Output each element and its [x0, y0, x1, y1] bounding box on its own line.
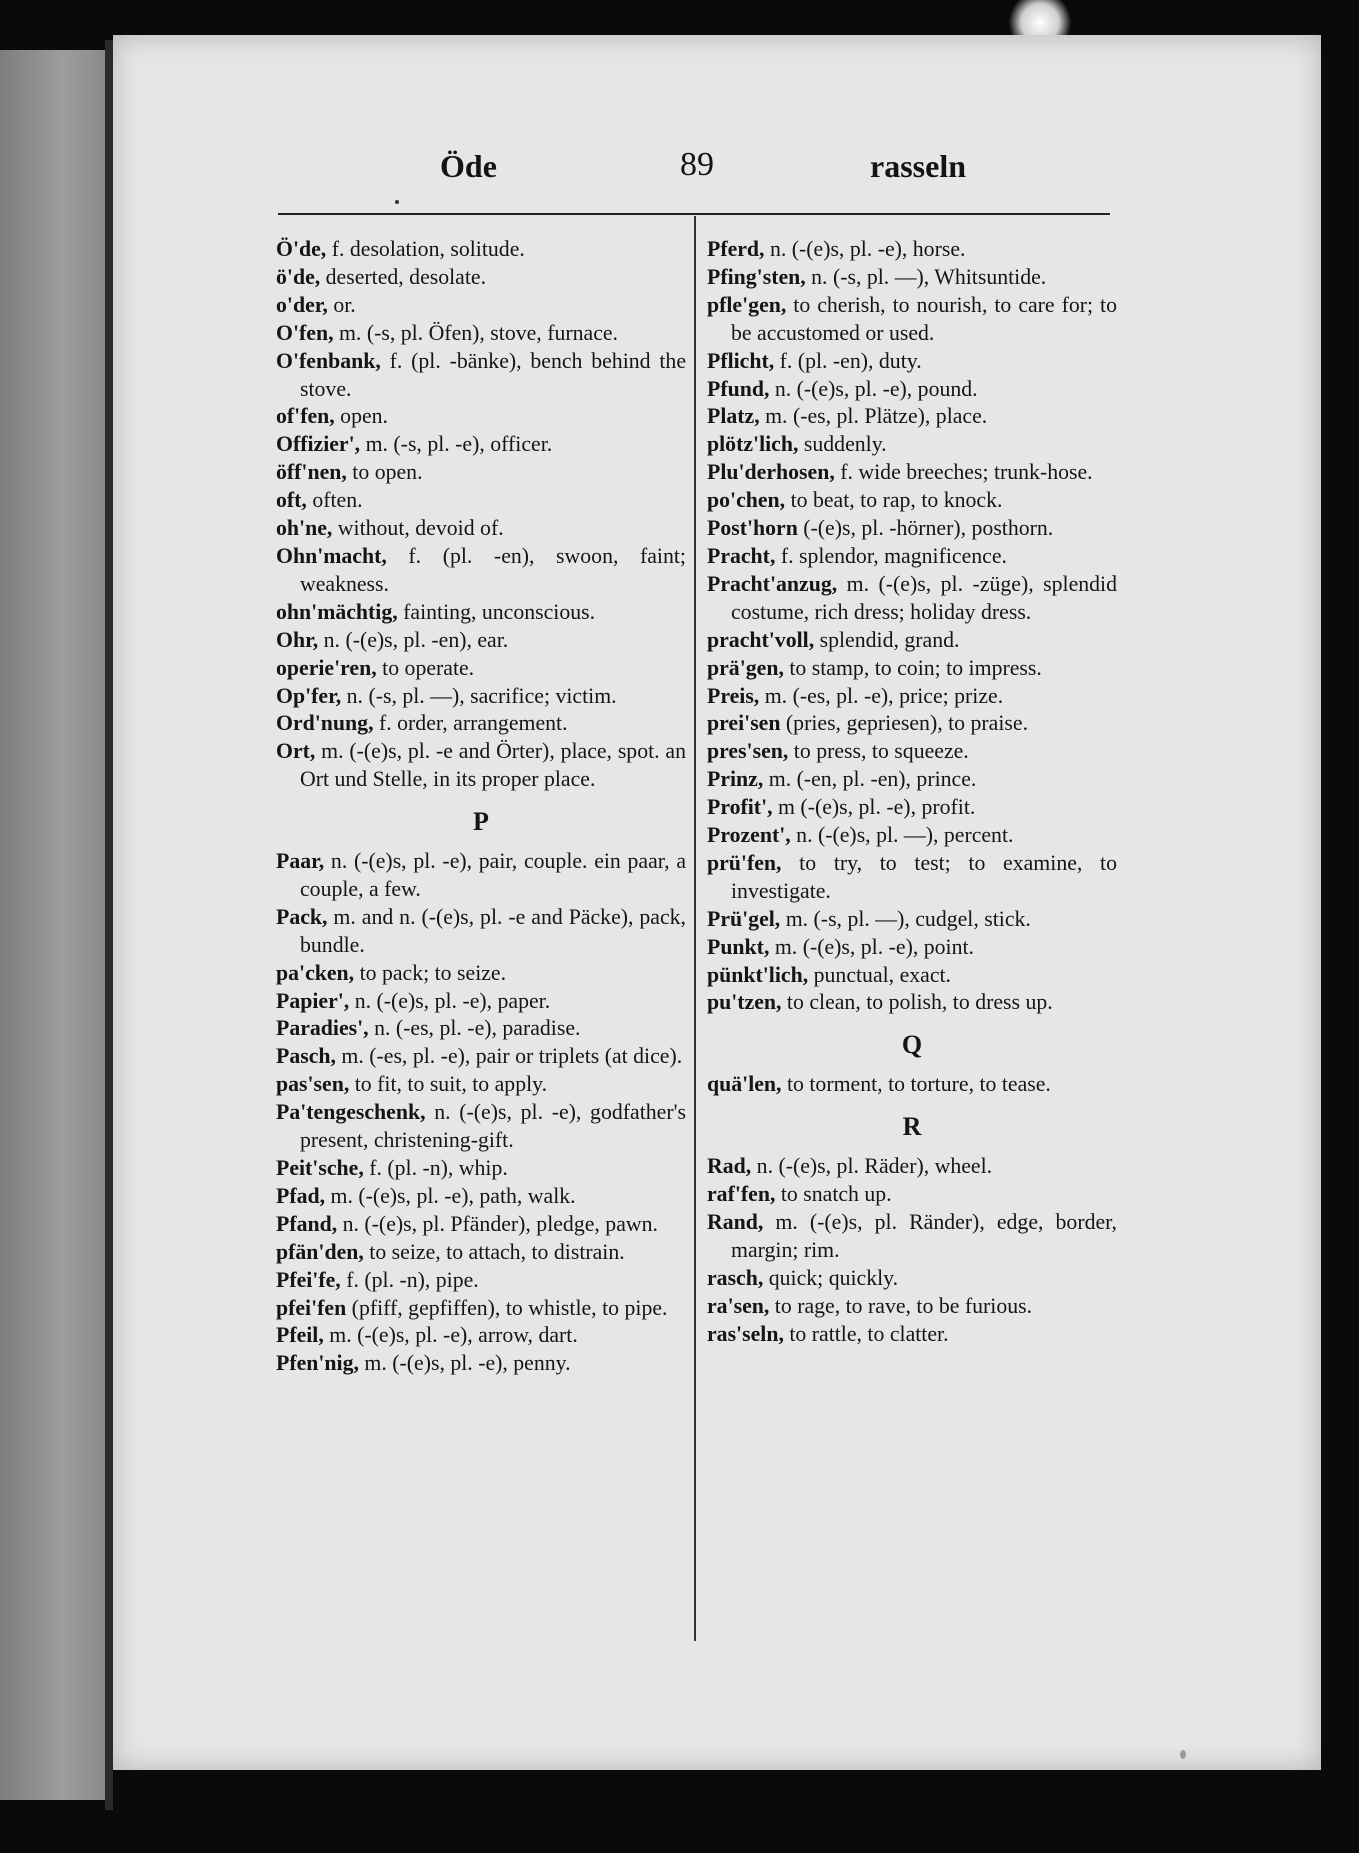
- entry-definition: open.: [334, 404, 388, 429]
- entry-headword: oft,: [276, 488, 307, 513]
- entries-r: [707, 1153, 1117, 1348]
- entry-definition: deserted, desolate.: [320, 264, 487, 289]
- entry-definition: to snatch up.: [775, 1182, 892, 1206]
- dictionary-entry: [707, 543, 1117, 571]
- entry-definition: to press, to squeeze.: [788, 739, 969, 764]
- dictionary-entry: [276, 1322, 686, 1350]
- dictionary-entry: [707, 431, 1117, 459]
- entry-headword: quä'len,: [707, 1072, 782, 1097]
- entry-definition: f. (pl. -bänke), bench behind the stove.: [300, 348, 686, 401]
- entry-headword: pa'cken,: [276, 960, 355, 985]
- dictionary-entry: [276, 1043, 686, 1071]
- entry-definition: m. (-(e)s, pl. -e), penny.: [358, 1351, 571, 1376]
- entry-definition: to try, to test; to examine, to investigate.: [731, 850, 1117, 903]
- dictionary-entry: [276, 655, 686, 683]
- entry-definition: punctual, exact.: [808, 962, 952, 987]
- entry-definition: n. (-(e)s, pl. -e), pair, couple. ein paar, a couple, a few.: [300, 849, 686, 901]
- entry-definition: m. (-(e)s, pl. -e and Örter), place, spot. an Ort und Stelle, in its proper place.: [300, 739, 686, 792]
- entry-headword: Platz,: [707, 404, 760, 429]
- entry-headword: o'der,: [276, 292, 328, 317]
- entry-definition: to cherish, to nourish, to care for; to be accustomed or used.: [731, 292, 1117, 345]
- dictionary-entry: [707, 1321, 1117, 1349]
- dictionary-entry: [276, 487, 686, 515]
- entry-definition: or.: [327, 292, 356, 317]
- dictionary-entry: [276, 988, 686, 1016]
- dictionary-entry: [276, 1155, 686, 1183]
- dictionary-entry: [707, 571, 1117, 627]
- entry-headword: Pracht'anzug,: [707, 571, 838, 596]
- entry-definition: m. (-(e)s, pl. Ränder), edge, border, margin; rim.: [731, 1209, 1117, 1262]
- entry-headword: operie'ren,: [276, 655, 377, 680]
- entry-definition: m. (-(e)s, pl. -e), arrow, dart.: [323, 1323, 578, 1348]
- entry-definition: n. (-(e)s, pl. Pfänder), pledge, pawn.: [337, 1211, 658, 1236]
- dictionary-entry: [276, 543, 686, 599]
- entry-definition: m. (-s, pl. —), cudgel, stick.: [780, 906, 1031, 931]
- entry-headword: ohn'mächtig,: [276, 599, 398, 624]
- entries-q: [707, 1071, 1117, 1099]
- entry-headword: Pflicht,: [707, 348, 775, 373]
- dictionary-entry: [707, 934, 1117, 962]
- dictionary-entry: [276, 627, 686, 655]
- section-letter-p: P: [473, 807, 489, 837]
- entry-definition: n. (-(e)s, pl. -e), pound.: [769, 376, 978, 401]
- dictionary-entry: [707, 962, 1117, 990]
- entry-definition: n. (-s, pl. —), sacrifice; victim.: [341, 683, 617, 708]
- entry-headword: Pfen'nig,: [276, 1351, 359, 1376]
- entry-definition: (pries, gepriesen), to praise.: [780, 711, 1029, 736]
- entries-p-continued: [707, 236, 1117, 1017]
- entry-headword: Pack,: [276, 904, 328, 929]
- entry-definition: f. splendor, magnificence.: [775, 543, 1007, 568]
- entry-headword: pracht'voll,: [707, 627, 815, 652]
- entry-definition: quick; quickly.: [763, 1265, 899, 1290]
- entry-definition: (-(e)s, pl. -hörner), posthorn.: [797, 516, 1054, 541]
- facing-page-edge: [0, 50, 105, 1800]
- entry-definition: to open.: [346, 460, 423, 485]
- entry-definition: n. (-(e)s, pl. Räder), wheel.: [751, 1154, 993, 1179]
- entry-headword: raf'fen,: [707, 1182, 776, 1206]
- entry-headword: ra'sen,: [707, 1293, 770, 1318]
- dictionary-entry: [707, 655, 1117, 683]
- page-speck: [1180, 1750, 1186, 1759]
- dictionary-entry: [707, 1265, 1117, 1293]
- dictionary-entry: [707, 515, 1117, 543]
- dictionary-entry: [707, 766, 1117, 794]
- entry-headword: Op'fer,: [276, 683, 342, 708]
- entry-definition: f. (pl. -en), swoon, faint; weakness.: [300, 543, 686, 596]
- entry-headword: pu'tzen,: [707, 990, 782, 1015]
- entry-definition: n. (-s, pl. —), Whitsuntide.: [805, 264, 1047, 289]
- dictionary-entry: [276, 431, 686, 459]
- entry-headword: Prü'gel,: [707, 906, 781, 931]
- dictionary-entry: [707, 487, 1117, 515]
- header-right-guideword: rasseln: [870, 148, 966, 184]
- dictionary-entry: [276, 738, 686, 794]
- dictionary-entry: [276, 515, 686, 543]
- dictionary-entry: [276, 1239, 686, 1267]
- entry-headword: prü'fen,: [707, 850, 782, 875]
- dictionary-entry: [707, 376, 1117, 404]
- book-spine: [105, 40, 113, 1810]
- entry-headword: ras'seln,: [707, 1321, 784, 1346]
- entry-headword: Ort,: [276, 739, 316, 764]
- entry-headword: Pfad,: [276, 1183, 326, 1208]
- entry-definition: m. (-es, pl. -e), pair or triplets (at dice).: [335, 1044, 683, 1069]
- dictionary-entry: [276, 960, 686, 988]
- entry-definition: n. (-(e)s, pl. —), percent.: [790, 823, 1014, 848]
- dictionary-entry: [276, 459, 686, 487]
- entry-definition: m. (-es, pl. -e), price; prize.: [759, 683, 1004, 708]
- entry-definition: to stamp, to coin; to impress.: [783, 655, 1042, 680]
- dictionary-entry: [707, 989, 1117, 1017]
- dictionary-entry: [276, 403, 686, 431]
- entry-headword: Pferd,: [707, 237, 765, 261]
- entry-definition: m (-(e)s, pl. -e), profit.: [772, 795, 976, 820]
- dictionary-entry: [707, 738, 1117, 766]
- entry-headword: Rad,: [707, 1154, 752, 1179]
- dictionary-entry: [276, 1211, 686, 1239]
- dictionary-entry: [276, 292, 686, 320]
- dictionary-entry: [707, 1293, 1117, 1321]
- entry-definition: f. (pl. -n), whip.: [363, 1156, 508, 1180]
- entry-headword: Paar,: [276, 849, 325, 874]
- dictionary-entry: [276, 1183, 686, 1211]
- entry-definition: f. (pl. -en), duty.: [774, 348, 922, 373]
- dictionary-entry: [707, 403, 1117, 431]
- entries-p: [276, 848, 686, 1378]
- entry-headword: prei'sen: [707, 711, 781, 736]
- entry-definition: (pfiff, gepfiffen), to whistle, to pipe.: [346, 1295, 668, 1320]
- entry-definition: to beat, to rap, to knock.: [785, 488, 1003, 513]
- entry-definition: to fit, to suit, to apply.: [349, 1072, 548, 1097]
- entry-headword: Offizier',: [276, 432, 361, 457]
- entry-definition: n. (-(e)s, pl. -e), paper.: [349, 988, 551, 1013]
- dictionary-entry: [276, 710, 686, 738]
- entry-definition: to seize, to attach, to distrain.: [363, 1239, 625, 1264]
- entry-definition: f. desolation, solitude.: [326, 237, 525, 261]
- entry-definition: to rage, to rave, to be furious.: [769, 1293, 1033, 1318]
- entry-headword: pas'sen,: [276, 1072, 350, 1097]
- page-number: 89: [680, 146, 714, 183]
- entry-definition: without, devoid of.: [332, 516, 504, 541]
- dictionary-entry: [707, 1181, 1117, 1209]
- dictionary-entry: [276, 1071, 686, 1099]
- entry-headword: of'fen,: [276, 404, 335, 429]
- entry-definition: to operate.: [376, 655, 475, 680]
- dictionary-entry: [276, 264, 686, 292]
- entry-definition: n. (-(e)s, pl. -e), horse.: [764, 237, 966, 261]
- entry-headword: Profit',: [707, 795, 773, 820]
- entry-definition: splendid, grand.: [814, 627, 960, 652]
- header-rule: [278, 213, 1110, 215]
- entry-headword: Prozent',: [707, 823, 791, 848]
- entry-headword: prä'gen,: [707, 655, 784, 680]
- entry-headword: ö'de,: [276, 264, 321, 289]
- entry-headword: Ohn'macht,: [276, 543, 387, 568]
- dictionary-entry: [707, 683, 1117, 711]
- entry-headword: pfän'den,: [276, 1239, 364, 1264]
- entry-headword: Prinz,: [707, 767, 764, 792]
- entry-headword: Ord'nung,: [276, 711, 374, 736]
- entry-definition: to pack; to seize.: [354, 960, 507, 985]
- entry-definition: fainting, unconscious.: [397, 599, 596, 624]
- entry-definition: n. (-(e)s, pl. -e), godfather's present, christening-gift.: [300, 1100, 686, 1153]
- entry-headword: Post'horn: [707, 516, 798, 541]
- dictionary-entry: [276, 1295, 686, 1323]
- dictionary-entry: [707, 822, 1117, 850]
- entry-headword: Peit'sche,: [276, 1156, 364, 1180]
- entry-definition: m. (-en, pl. -en), prince.: [763, 767, 977, 792]
- entry-headword: oh'ne,: [276, 516, 333, 541]
- dictionary-entry: [276, 904, 686, 960]
- entry-definition: to clean, to polish, to dress up.: [781, 990, 1053, 1015]
- dictionary-entry: [707, 264, 1117, 292]
- dictionary-entry: [276, 348, 686, 404]
- dictionary-entry: [707, 1209, 1117, 1265]
- entry-definition: n. (-es, pl. -e), paradise.: [368, 1016, 581, 1041]
- ink-speck: [395, 200, 399, 204]
- entry-definition: f. (pl. -n), pipe.: [340, 1267, 479, 1292]
- dictionary-entry: [276, 683, 686, 711]
- dictionary-entry: [276, 320, 686, 348]
- entry-headword: Rand,: [707, 1209, 764, 1234]
- entry-headword: Paradies',: [276, 1016, 369, 1041]
- dictionary-entry: [707, 459, 1117, 487]
- entry-definition: f. order, arrangement.: [373, 711, 568, 736]
- dictionary-entry: [276, 599, 686, 627]
- entry-definition: to rattle, to clatter.: [783, 1321, 949, 1346]
- entry-headword: Pa'tengeschenk,: [276, 1100, 426, 1125]
- entry-headword: pfei'fen: [276, 1295, 347, 1320]
- entry-definition: n. (-(e)s, pl. -en), ear.: [318, 627, 509, 652]
- entry-headword: Ohr,: [276, 627, 319, 652]
- entry-headword: Ö'de,: [276, 237, 327, 261]
- dictionary-entry: [707, 906, 1117, 934]
- dictionary-entry: [707, 1153, 1117, 1181]
- entry-headword: Pfei'fe,: [276, 1267, 341, 1292]
- entry-headword: O'fen,: [276, 320, 334, 345]
- dictionary-entry: [707, 710, 1117, 738]
- dictionary-entry: [707, 1071, 1117, 1099]
- entry-definition: m. (-(e)s, pl. -e), point.: [769, 934, 974, 959]
- dictionary-entry: [707, 292, 1117, 348]
- entries-o: [276, 236, 686, 794]
- entry-headword: Pracht,: [707, 543, 776, 568]
- dictionary-entry: [276, 1350, 686, 1378]
- header-left-guideword: Öde: [440, 148, 497, 184]
- entry-definition: m. and n. (-(e)s, pl. -e and Päcke), pack, bundle.: [300, 904, 686, 957]
- section-letter-r: R: [902, 1112, 922, 1142]
- entry-headword: Papier',: [276, 988, 350, 1013]
- dictionary-entry: [707, 236, 1117, 264]
- entry-definition: m. (-es, pl. Plätze), place.: [759, 404, 988, 429]
- dictionary-entry: [276, 1099, 686, 1155]
- entry-definition: m. (-s, pl. -e), officer.: [360, 432, 553, 457]
- entry-headword: pres'sen,: [707, 739, 789, 764]
- entry-headword: Pfeil,: [276, 1323, 324, 1348]
- entry-definition: m. (-(e)s, pl. -züge), splendid costume, rich dress; holiday dress.: [731, 571, 1117, 624]
- entry-headword: Pfing'sten,: [707, 264, 806, 289]
- dictionary-entry: [276, 1015, 686, 1043]
- entry-headword: rasch,: [707, 1265, 764, 1290]
- entry-headword: öff'nen,: [276, 460, 347, 485]
- entry-headword: po'chen,: [707, 488, 786, 513]
- right-column: [707, 236, 1117, 1348]
- entry-definition: often.: [306, 488, 363, 513]
- section-letter-q: Q: [901, 1030, 923, 1060]
- entry-headword: Plu'derhosen,: [707, 460, 835, 485]
- entry-headword: pünkt'lich,: [707, 962, 809, 987]
- dictionary-entry: [707, 348, 1117, 376]
- entry-headword: Preis,: [707, 683, 760, 708]
- entry-headword: Pfund,: [707, 376, 770, 401]
- running-header: [275, 118, 1107, 184]
- entry-headword: Pasch,: [276, 1044, 336, 1069]
- entry-headword: Punkt,: [707, 934, 770, 959]
- entry-definition: f. wide breeches; trunk-hose.: [834, 460, 1093, 485]
- dictionary-entry: [707, 794, 1117, 822]
- entry-definition: to torment, to torture, to tease.: [781, 1072, 1051, 1097]
- entry-definition: m. (-(e)s, pl. -e), path, walk.: [325, 1183, 576, 1208]
- entry-headword: plötz'lich,: [707, 432, 799, 457]
- entry-headword: Pfand,: [276, 1211, 338, 1236]
- dictionary-entry: [707, 850, 1117, 906]
- dictionary-entry: [276, 848, 686, 904]
- dictionary-entry: [276, 1267, 686, 1295]
- entry-definition: suddenly.: [798, 432, 887, 457]
- column-divider: [694, 216, 696, 1641]
- entry-headword: O'fenbank,: [276, 348, 381, 373]
- left-column: [276, 236, 686, 1378]
- entry-definition: m. (-s, pl. Öfen), stove, furnace.: [333, 320, 618, 345]
- entry-headword: pfle'gen,: [707, 292, 787, 317]
- dictionary-entry: [276, 236, 686, 264]
- dictionary-entry: [707, 627, 1117, 655]
